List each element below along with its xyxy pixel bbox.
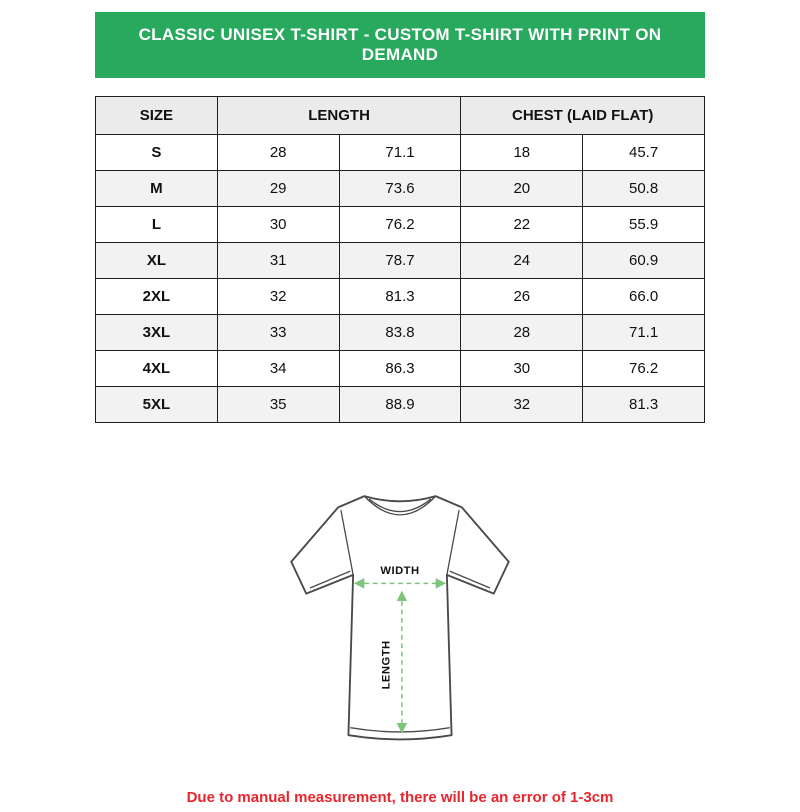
table-row [96, 351, 705, 387]
chest-in-value: 24 [461, 243, 583, 279]
title-banner [95, 12, 705, 78]
length-cm-value: 76.2 [339, 207, 461, 243]
table-row [96, 279, 705, 315]
chest-in-value: 30 [461, 351, 583, 387]
page-title: CLASSIC UNISEX T-SHIRT - CUSTOM T-SHIRT WITH PRINT ON DEMAND [138, 25, 662, 64]
chest-cm-value: 71.1 [583, 315, 705, 351]
size-label: L [96, 207, 218, 243]
size-label: 5XL [96, 387, 218, 423]
length-cm-value: 83.8 [339, 315, 461, 351]
width-label: WIDTH [380, 564, 420, 577]
table-row [96, 315, 705, 351]
chest-in-value: 26 [461, 279, 583, 315]
table-row [96, 387, 705, 423]
chest-cm-value: 60.9 [583, 243, 705, 279]
size-chart-table [95, 96, 705, 423]
length-in-value: 30 [217, 207, 339, 243]
tshirt-diagram-svg [250, 468, 550, 768]
chest-cm-value: 50.8 [583, 171, 705, 207]
length-cm-value: 78.7 [339, 243, 461, 279]
chest-cm-value: 66.0 [583, 279, 705, 315]
table-row [96, 171, 705, 207]
size-label: M [96, 171, 218, 207]
length-cm-value: 81.3 [339, 279, 461, 315]
measurement-diagram [0, 468, 800, 773]
tshirt-outline [291, 496, 509, 739]
length-in-value: 33 [217, 315, 339, 351]
table-row [96, 135, 705, 171]
length-in-value: 31 [217, 243, 339, 279]
length-label: LENGTH [380, 640, 393, 690]
measurement-disclaimer: Due to manual measurement, there will be an error of 1-3cm [186, 789, 614, 806]
table-header-row [96, 97, 705, 135]
chest-in-value: 20 [461, 171, 583, 207]
length-in-value: 34 [217, 351, 339, 387]
chest-cm-value: 81.3 [583, 387, 705, 423]
size-label: XL [96, 243, 218, 279]
size-chart-section [95, 96, 705, 423]
chest-cm-value: 45.7 [583, 135, 705, 171]
length-in-value: 28 [217, 135, 339, 171]
header-length: LENGTH [217, 97, 461, 135]
chest-in-value: 22 [461, 207, 583, 243]
length-cm-value: 73.6 [339, 171, 461, 207]
chest-cm-value: 55.9 [583, 207, 705, 243]
table-row [96, 243, 705, 279]
length-cm-value: 86.3 [339, 351, 461, 387]
length-in-value: 32 [217, 279, 339, 315]
length-cm-value: 88.9 [339, 387, 461, 423]
header-size: SIZE [96, 97, 218, 135]
size-label: S [96, 135, 218, 171]
length-in-value: 29 [217, 171, 339, 207]
table-row [96, 207, 705, 243]
chest-in-value: 18 [461, 135, 583, 171]
chest-cm-value: 76.2 [583, 351, 705, 387]
size-label: 2XL [96, 279, 218, 315]
length-cm-value: 71.1 [339, 135, 461, 171]
chest-in-value: 28 [461, 315, 583, 351]
chest-in-value: 32 [461, 387, 583, 423]
size-label: 3XL [96, 315, 218, 351]
length-in-value: 35 [217, 387, 339, 423]
size-label: 4XL [96, 351, 218, 387]
header-chest: CHEST (LAID FLAT) [461, 97, 705, 135]
